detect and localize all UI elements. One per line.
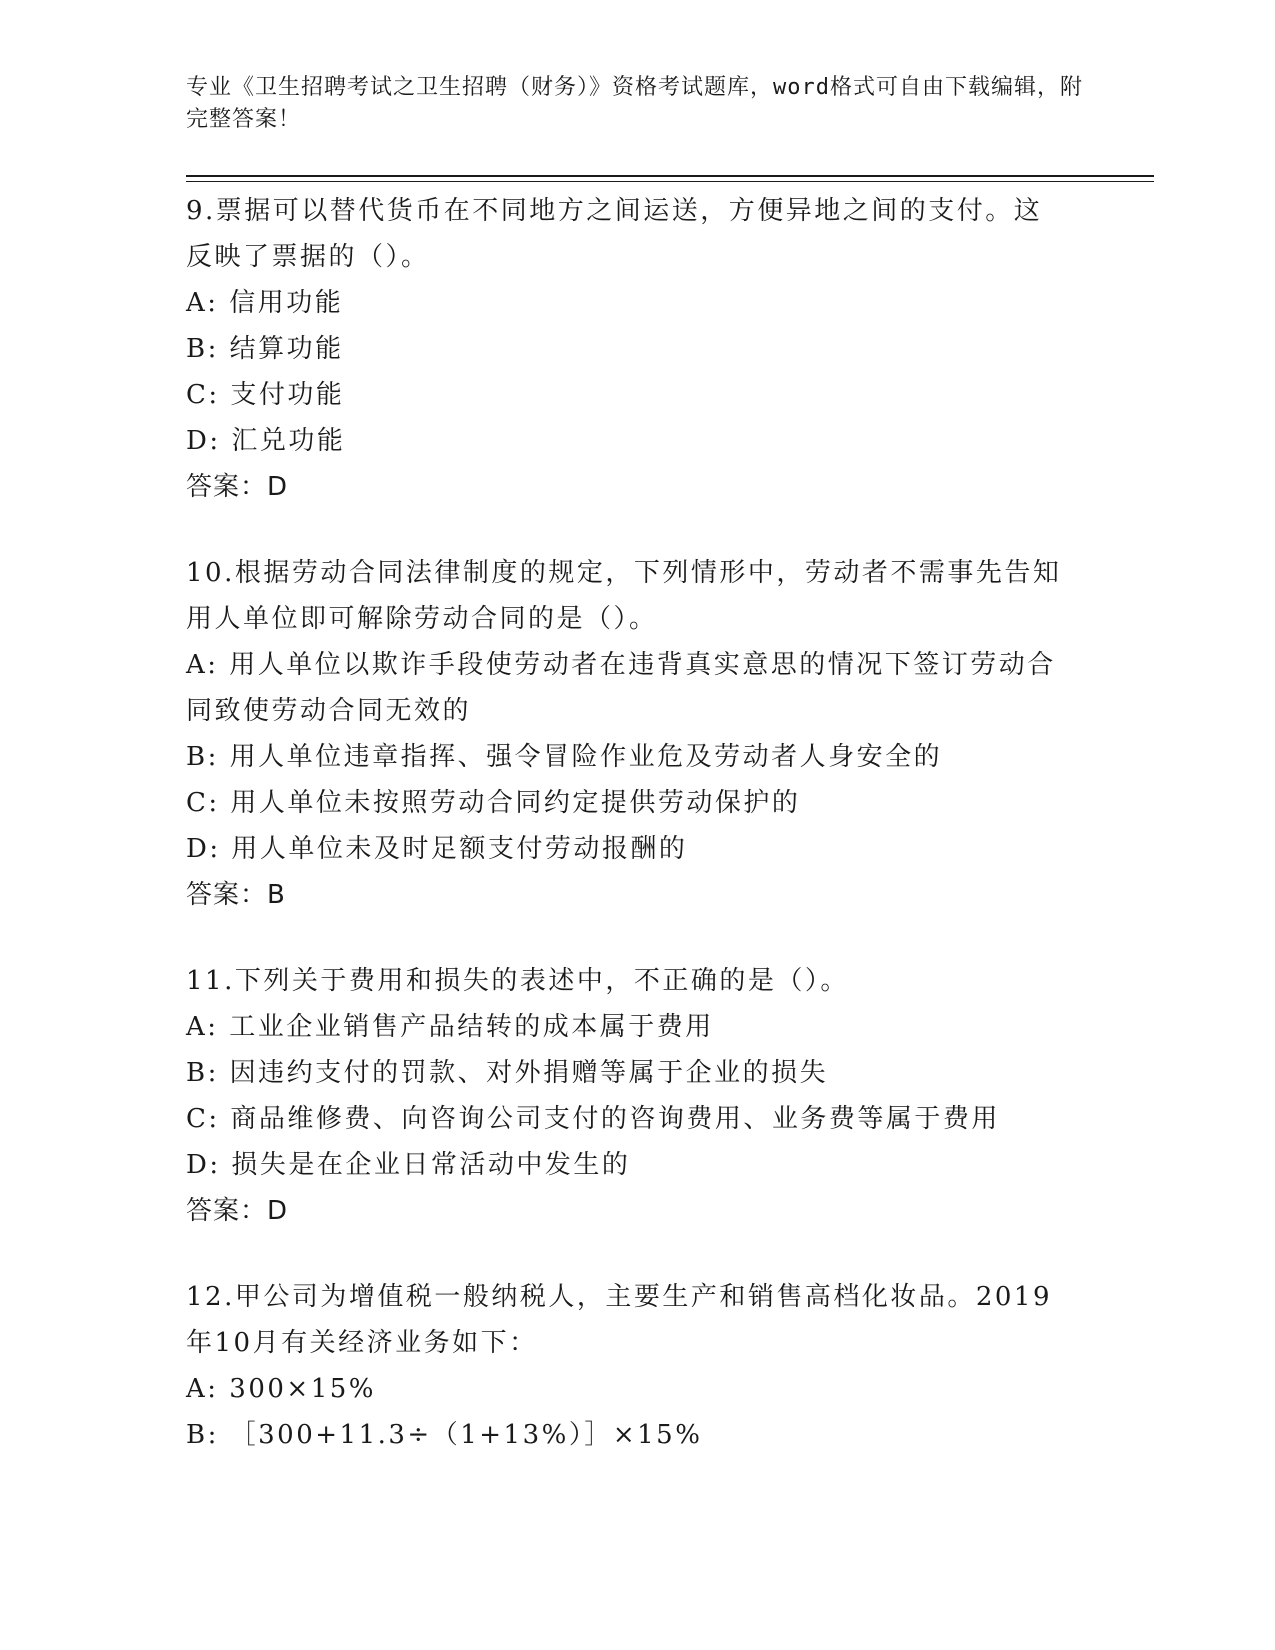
question-block xyxy=(186,188,1086,510)
question-stem-line: 12.甲公司为增值税一般纳税人，主要生产和销售高档化妆品。2019 xyxy=(186,1282,1053,1312)
document-header: 专业《卫生招聘考试之卫生招聘（财务）》资格考试题库，word格式可自由下载编辑，附完整答案！ xyxy=(186,75,1083,132)
answer-line: 答案：B xyxy=(186,880,286,910)
question-stem-line: 10.根据劳动合同法律制度的规定，下列情形中，劳动者不需事先告知 xyxy=(186,558,1062,588)
option-line: A: 工业企业销售产品结转的成本属于费用 xyxy=(186,1012,714,1042)
question-block xyxy=(186,958,1086,1234)
question-stem-line: 11.下列关于费用和损失的表述中，不正确的是（）。 xyxy=(186,966,849,996)
option-line: B: ［300+11.3÷（1+13%）］×15% xyxy=(186,1420,703,1450)
option-line: B: 结算功能 xyxy=(186,334,344,364)
question-block xyxy=(186,1274,1086,1458)
question-stem-line: 年10月有关经济业务如下： xyxy=(186,1328,538,1358)
option-line: A: 用人单位以欺诈手段使劳动者在违背真实意思的情况下签订劳动合 xyxy=(186,650,1056,680)
option-line: D: 汇兑功能 xyxy=(186,426,346,456)
option-line: 同致使劳动合同无效的 xyxy=(186,696,472,726)
question-block xyxy=(186,550,1086,918)
header-rule-thin xyxy=(186,181,1154,182)
option-line: D: 用人单位未及时足额支付劳动报酬的 xyxy=(186,834,688,864)
header-rule-thick xyxy=(186,175,1154,177)
question-stem-line: 用人单位即可解除劳动合同的是（）。 xyxy=(186,604,658,634)
question-list xyxy=(186,188,1086,1498)
option-line: A: 300×15% xyxy=(186,1374,377,1404)
option-line: C: 商品维修费、向咨询公司支付的咨询费用、业务费等属于费用 xyxy=(186,1104,1000,1134)
option-line: D: 损失是在企业日常活动中发生的 xyxy=(186,1150,631,1180)
answer-line: 答案：D xyxy=(186,1196,289,1226)
question-stem-line: 反映了票据的（）。 xyxy=(186,242,430,272)
option-line: C: 支付功能 xyxy=(186,380,345,410)
option-line: B: 用人单位违章指挥、强令冒险作业危及劳动者人身安全的 xyxy=(186,742,943,772)
answer-line: 答案：D xyxy=(186,472,289,502)
option-line: A: 信用功能 xyxy=(186,288,344,318)
option-line: B: 因违约支付的罚款、对外捐赠等属于企业的损失 xyxy=(186,1058,829,1088)
option-line: C: 用人单位未按照劳动合同约定提供劳动保护的 xyxy=(186,788,801,818)
question-stem-line: 9.票据可以替代货币在不同地方之间运送，方便异地之间的支付。这 xyxy=(186,196,1043,226)
